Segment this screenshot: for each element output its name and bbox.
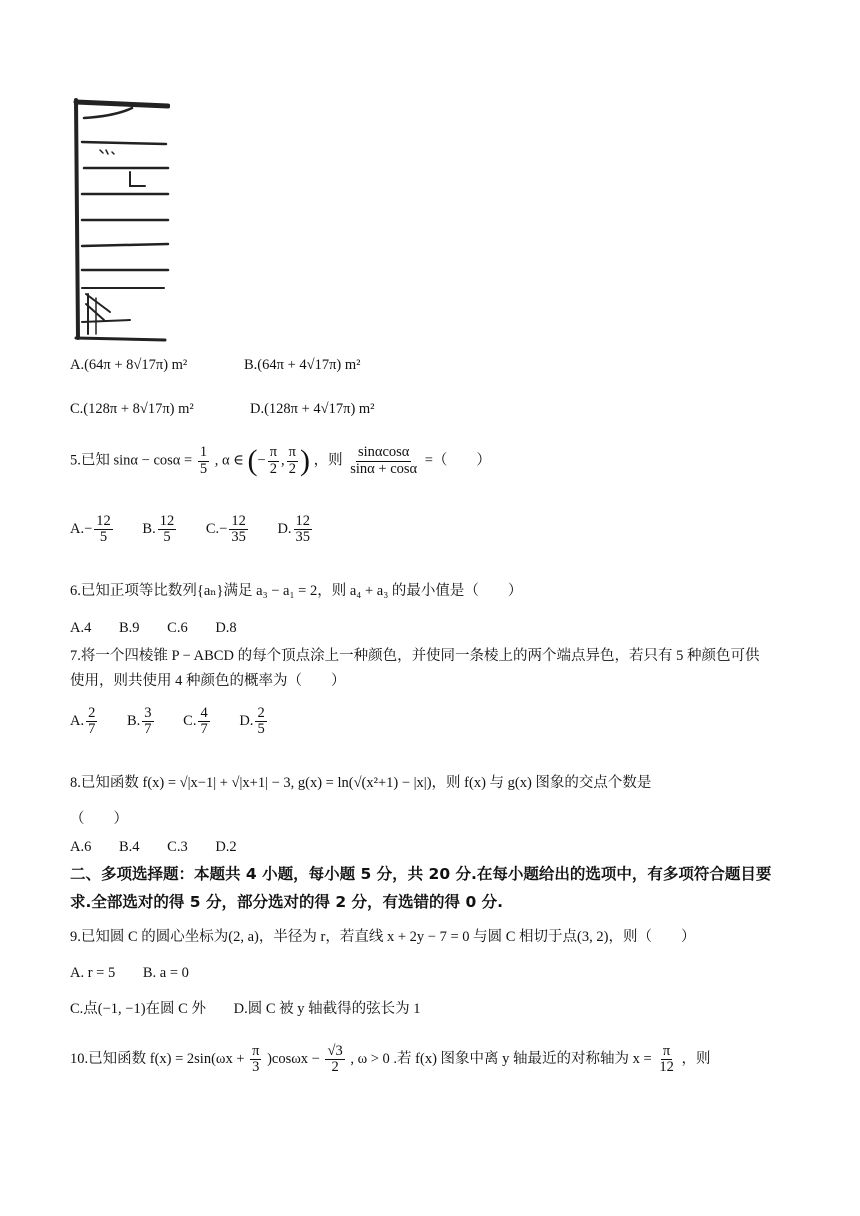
q8-stem-line1: 8.已知函数 f(x) = √|x−1| + √|x+1| − 3, g(x) = ln(√(x²+1) − |x|)，则 f(x) 与 g(x) 图象的交点个数是 bbox=[70, 775, 652, 791]
q5-then: ，则 bbox=[313, 452, 343, 469]
q6-option-a: A.4 bbox=[70, 620, 92, 636]
q9-row2 bbox=[70, 998, 421, 1020]
q6-stem: 6.已知正项等比数列{aₙ}满足 a₃ − a₁ = 2，则 a₄ + a₃ 的最小值是（ ） bbox=[70, 583, 523, 599]
q5-prefix: 5.已知 bbox=[70, 452, 110, 469]
q5-expr-num: sinαcosα bbox=[357, 444, 410, 461]
q10-root3-half: $\frac{√3}{2}$ bbox=[327, 1043, 343, 1076]
q5-interval-hi bbox=[287, 445, 298, 476]
q8-option-d: D.2 bbox=[215, 839, 237, 855]
q5-cond-num: 1 bbox=[199, 444, 208, 461]
q8-stem-line2: （ ） bbox=[70, 811, 128, 827]
q9-option-a: A. r = 5 bbox=[70, 965, 116, 981]
q7-option-a: A. $\frac{2}{7}$ bbox=[70, 705, 96, 738]
q10-stem bbox=[70, 1044, 710, 1075]
q5-option-a: A.− $\frac{12}{5}$ bbox=[70, 513, 111, 546]
q4-option-a: A.(64π + 8√17π) m² bbox=[70, 357, 188, 373]
q5-option-d: D. $\frac{12}{35}$ bbox=[277, 513, 311, 546]
q8-option-b: B.4 bbox=[118, 839, 140, 855]
section-2-heading: 二、多项选择题：本题共 4 小题，每小题 5 分，共 20 分.在每小题给出的选项中，有多项符合题目要求.全部选对的得 5 分，部分选对的得 2 分，有选错的得 0 分. bbox=[70, 865, 772, 911]
q10-condition: , ω > 0 .若 f(x) 图象中离 y 轴最近的对称轴为 x = bbox=[350, 1051, 652, 1068]
three-view-sketch-scan bbox=[70, 98, 170, 344]
q5-option-c: C.− $\frac{12}{35}$ bbox=[205, 513, 246, 546]
q7-stem-line1: 7.将一个四棱锥 P − ABCD 的每个顶点涂上一种颜色，并使同一条棱上的两个端点异色，若只有 5 种颜色可供 bbox=[70, 648, 760, 664]
q4-option-b: B.(64π + 4√17π) m² bbox=[244, 357, 361, 373]
q5-stem: 5.已知 sinα − cosα = $\frac{1}{5}$ , α ∈ (− $\frac{\pi}{2}$ , $\frac{\pi}{2}$ ) ，则 $\frac{\sin\alpha\cos\alpha}{\sin\alpha + \cos\alpha}$ =（ ） bbox=[70, 444, 491, 477]
q9-option-b: B. a = 0 bbox=[142, 965, 189, 981]
q6-option-b: B.9 bbox=[118, 620, 140, 636]
q7-option-b: B. $\frac{3}{7}$ bbox=[126, 705, 152, 738]
q4-option-d: D.(128π + 4√17π) m² bbox=[250, 401, 375, 417]
q6-option-d: D.8 bbox=[215, 620, 237, 636]
q7-stem-line2: 使用，则共使用 4 种颜色的概率为（ ） bbox=[70, 673, 346, 689]
q9-option-c: C.点(−1, −1)在圆 C 外 bbox=[70, 1001, 206, 1017]
q10-axis-value: $\frac{\pi}{12}$ bbox=[659, 1043, 674, 1076]
q7-options bbox=[70, 706, 269, 737]
q9-row1 bbox=[70, 962, 189, 984]
q10-tail: ，则 bbox=[681, 1051, 711, 1068]
q10-mid: )cosωx − bbox=[267, 1051, 320, 1068]
q4-option-c: C.(128π + 8√17π) m² bbox=[70, 401, 194, 417]
q5-lo-num: π bbox=[269, 444, 278, 461]
q5-expr-den: sinα + cosα bbox=[350, 460, 418, 477]
q5-cond-fraction bbox=[198, 445, 209, 476]
q5-options bbox=[70, 514, 314, 545]
q8-option-c: C.3 bbox=[167, 839, 188, 855]
q9-option-d: D.圆 C 被 y 轴截得的弦长为 1 bbox=[233, 1001, 421, 1017]
q5-lo-den: 2 bbox=[269, 460, 277, 477]
q5-expression bbox=[348, 445, 419, 476]
q10-pi-third: $\frac{\pi}{3}$ bbox=[252, 1043, 260, 1076]
q8-options bbox=[70, 836, 237, 858]
q5-hi-den: 2 bbox=[288, 460, 296, 477]
q7-option-c: C. $\frac{4}{7}$ bbox=[183, 705, 208, 738]
q7-option-d: D. $\frac{2}{5}$ bbox=[239, 705, 265, 738]
q5-tail: =（ ） bbox=[424, 452, 491, 469]
q6-option-c: C.6 bbox=[167, 620, 188, 636]
q5-option-b: B. $\frac{12}{5}$ bbox=[142, 513, 175, 546]
q5-cond-lhs: sinα − cosα = bbox=[113, 452, 193, 469]
q9-stem: 9.已知圆 C 的圆心坐标为(2, a)，半径为 r，若直线 x + 2y − 7 = 0 与圆 C 相切于点(3, 2)，则（ ） bbox=[70, 929, 696, 945]
q6-options bbox=[70, 617, 237, 639]
q5-interval-lo bbox=[268, 445, 279, 476]
q10-prefix: 10.已知函数 f(x) = 2sin(ωx + bbox=[70, 1051, 245, 1068]
q5-hi-num: π bbox=[288, 444, 296, 461]
q5-alpha-in: , α ∈ bbox=[214, 452, 244, 469]
q8-option-a: A.6 bbox=[70, 839, 92, 855]
q5-cond-den: 5 bbox=[199, 460, 208, 477]
